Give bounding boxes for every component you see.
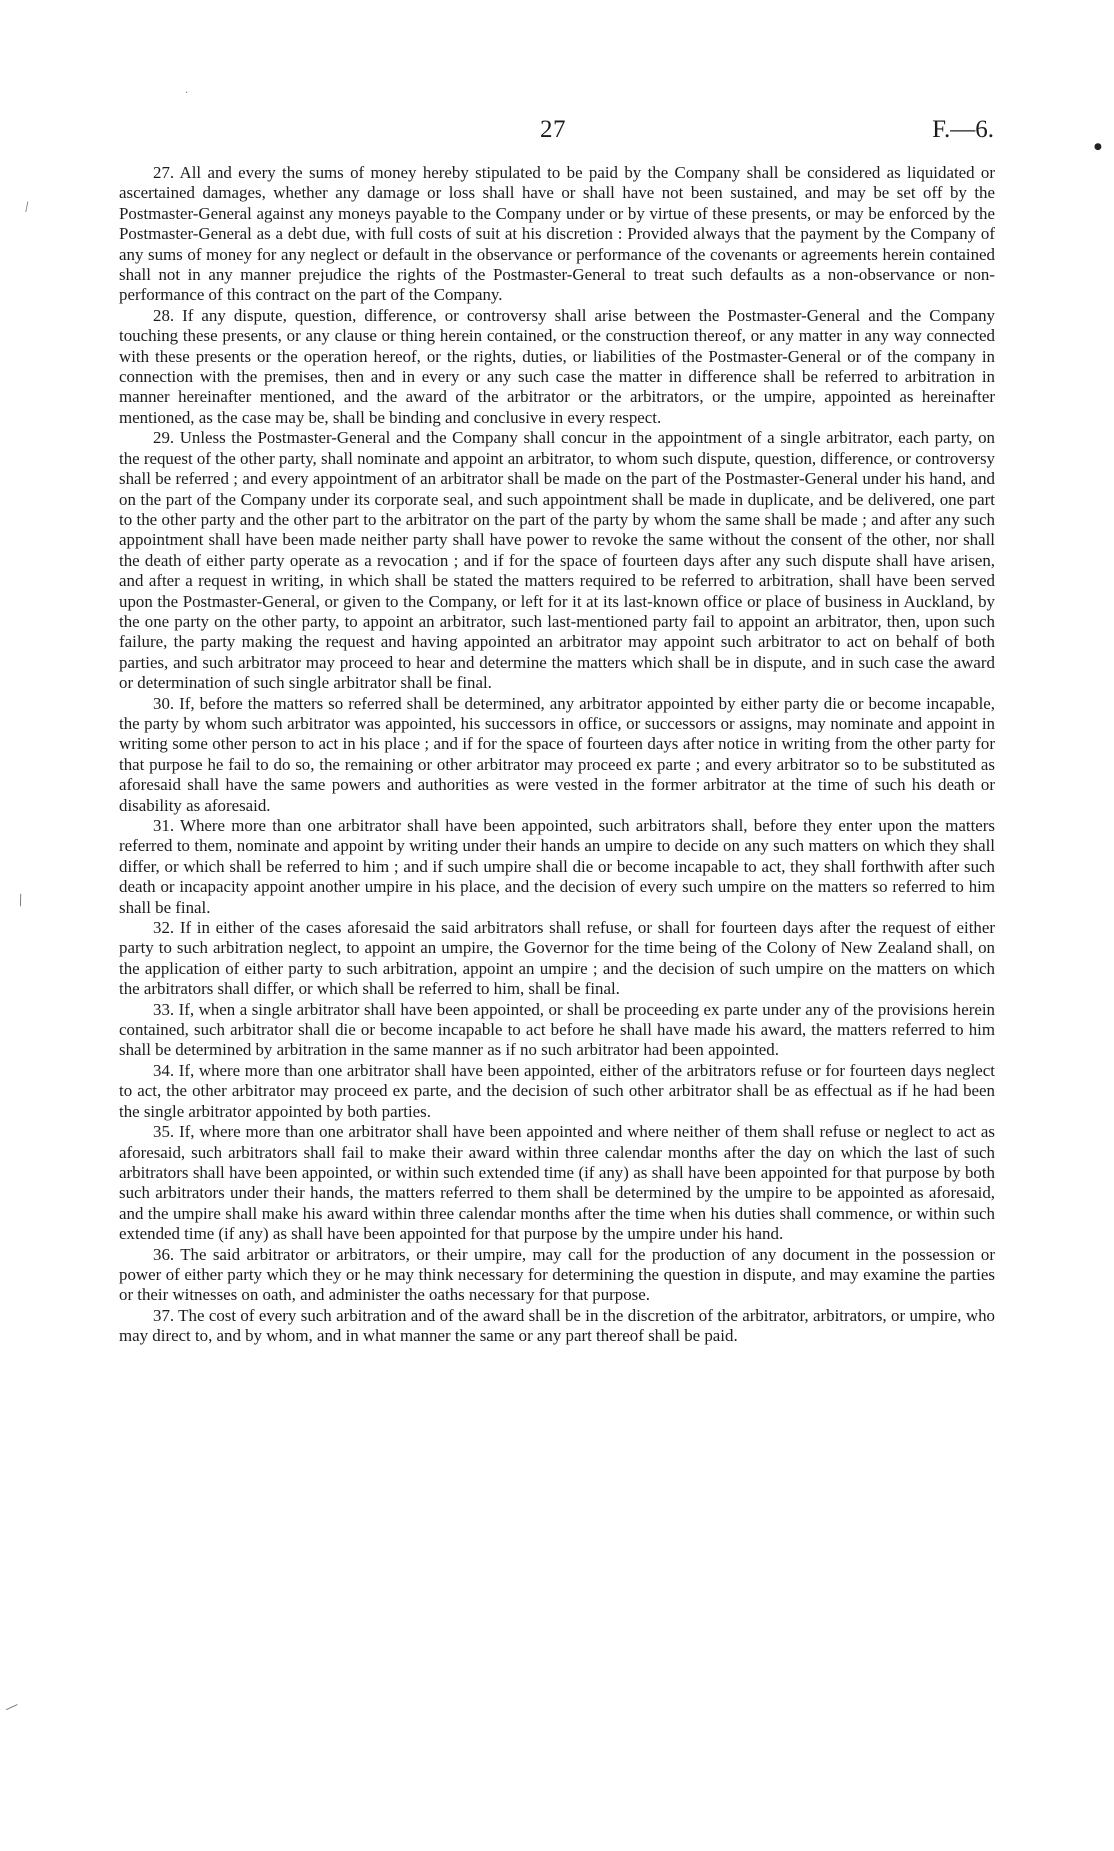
margin-speck-right: ● xyxy=(1094,142,1102,152)
clause-28: 28. If any dispute, question, difference, or controversy shall arise between the Postmaster-General and the Company touching these presents, or any clause or thing herein contained, or the construction thereof, or any matter in any way connected with these presents or the operation hereof, or the rights, duties, or liabilities of the Postmaster-General or of the company in connection with the premises, then and in every or any such case the matter in difference shall be referred to arbitration in manner hereinafter mentioned, and the award of the arbitrator or the arbitrators, or the umpire, appointed as hereinafter mentioned, as the case may be, shall be binding and conclusive in every respect. xyxy=(119,305,995,427)
clause-36: 36. The said arbitrator or arbitrators, or their umpire, may call for the production of any document in the possession or power of either party which they or he may think necessary for determining the question in dispute, and may examine the parties or their witnesses on oath, and administer the oaths necessary for that purpose. xyxy=(119,1244,995,1305)
margin-speck-top: · xyxy=(185,88,189,99)
clause-37: 37. The cost of every such arbitration and of the award shall be in the discretion of the arbitrator, arbitrators, or umpire, who may direct to, and by whom, and in what manner the same or any part thereof shall be paid. xyxy=(119,1305,995,1346)
page-number: 27 xyxy=(540,116,566,143)
clause-35: 35. If, where more than one arbitrator shall have been appointed and where neither of them shall refuse or neglect to act as aforesaid, such arbitrators shall fail to make their award within three calendar months after the day on which the last of such arbitrators shall have been appointed, or within such extended time (if any) as shall have been appointed for that purpose by both such arbitrators under their hands, the matters referred to them shall be determined by the umpire to be appointed as aforesaid, and the umpire shall make his award within three calendar months after the time when his duties shall commence, or within such extended time (if any) as shall have been appointed for that purpose by the umpire under his hand. xyxy=(119,1122,995,1244)
margin-mark-left-3: ⁄ xyxy=(5,1700,17,1716)
clause-32: 32. If in either of the cases aforesaid the said arbitrators shall refuse, or shall for fourteen days after the request of either party to such arbitration neglect, to appoint an umpire, the Governor for the time being of the Colony of New Zealand shall, on the application of either party to such arbitration, appoint an umpire ; and the decision of such umpire on the matters on which the arbitrators shall differ, or which shall be referred to him, shall be final. xyxy=(119,918,995,999)
paper-reference: F.—6. xyxy=(932,116,994,143)
clause-33: 33. If, when a single arbitrator shall have been appointed, or shall be proceeding ex parte under any of the provisions herein contained, such arbitrator shall die or become incapable to act before he shall have made his award, the matters referred to him shall be determined by arbitration in the same manner as if no such arbitrator had been appointed. xyxy=(119,999,995,1060)
margin-mark-left-2: ⁄ xyxy=(16,893,27,909)
clause-34: 34. If, where more than one arbitrator shall have been appointed, either of the arbitrators refuse or for fourteen days neglect to act, the other arbitrator may proceed ex parte, and the decision of such other arbitrator shall be as effectual as if he had been the single arbitrator appointed by both parties. xyxy=(119,1060,995,1121)
document-body xyxy=(119,163,995,1347)
clause-31: 31. Where more than one arbitrator shall have been appointed, such arbitrators shall, before they enter upon the matters referred to them, nominate and appoint by writing under their hands an umpire to decide on any such matters on which they shall differ, or which shall be referred to him ; and if such umpire shall die or become incapable to act, they shall forthwith after such death or incapacity appoint another umpire in his place, and the decision of every such umpire on the matters so referred to him shall be final. xyxy=(119,816,995,917)
clause-29: 29. Unless the Postmaster-General and the Company shall concur in the appointment of a single arbitrator, each party, on the request of the other party, shall nominate and appoint an arbitrator, to whom such dispute, question, difference, or controversy shall be referred ; and every appointment of an arbitrator shall be made on the part of the Postmaster-General under his hand, and on the part of the Company under its corporate seal, and such appointment shall be made in duplicate, and be delivered, one part to the other party and the other part to the arbitrator on the part of the party by whom the same shall be made ; and after any such appointment shall have been made neither party shall have power to revoke the same without the consent of the other, nor shall the death of either party operate as a revocation ; and if for the space of fourteen days after any such dispute shall have arisen, and after a request in writing, in which shall be stated the matters required to be referred to arbitration, shall have been served upon the Postmaster-General, or given to the Company, or left for it at its last-known office or place of business in Auckland, by the one party on the other party, to appoint an arbitrator, such last-mentioned party fail to appoint an arbitrator, then, upon such failure, the party making the request and having appointed an arbitrator may appoint such arbitrator to act on behalf of both parties, and such arbitrator may proceed to hear and determine the matters which shall be in dispute, and in such case the award or determination of such single arbitrator shall be final. xyxy=(119,428,995,693)
clause-27: 27. All and every the sums of money hereby stipulated to be paid by the Company shall be considered as liquidated or ascertained damages, whether any damage or loss shall have or shall have not been sustained, and may be set off by the Postmaster-General against any moneys payable to the Company under or by virtue of these presents, or may be enforced by the Postmaster-General as a debt due, with full costs of suit at his discretion : Provided always that the payment by the Company of any sums of money for any neglect or default in the observance or performance of the covenants or agreements herein contained shall not in any manner prejudice the rights of the Postmaster-General to treat such defaults as a non-observance or non-performance of this contract on the part of the Company. xyxy=(119,163,995,305)
clause-30: 30. If, before the matters so referred shall be determined, any arbitrator appointed by either party die or become incapable, the party by whom such arbitrator was appointed, his successors in office, or successors or assigns, may nominate and appoint in writing some other person to act in his place ; and if for the space of fourteen days after notice in writing from the other party for that purpose he fail to do so, the remaining or other arbitrator may proceed ex parte ; and every arbitrator so to be substituted as aforesaid shall have the same powers and authorities as were vested in the former arbitrator at the time of such his death or disability as aforesaid. xyxy=(119,693,995,815)
margin-mark-left-1: ⁄ xyxy=(23,200,31,214)
